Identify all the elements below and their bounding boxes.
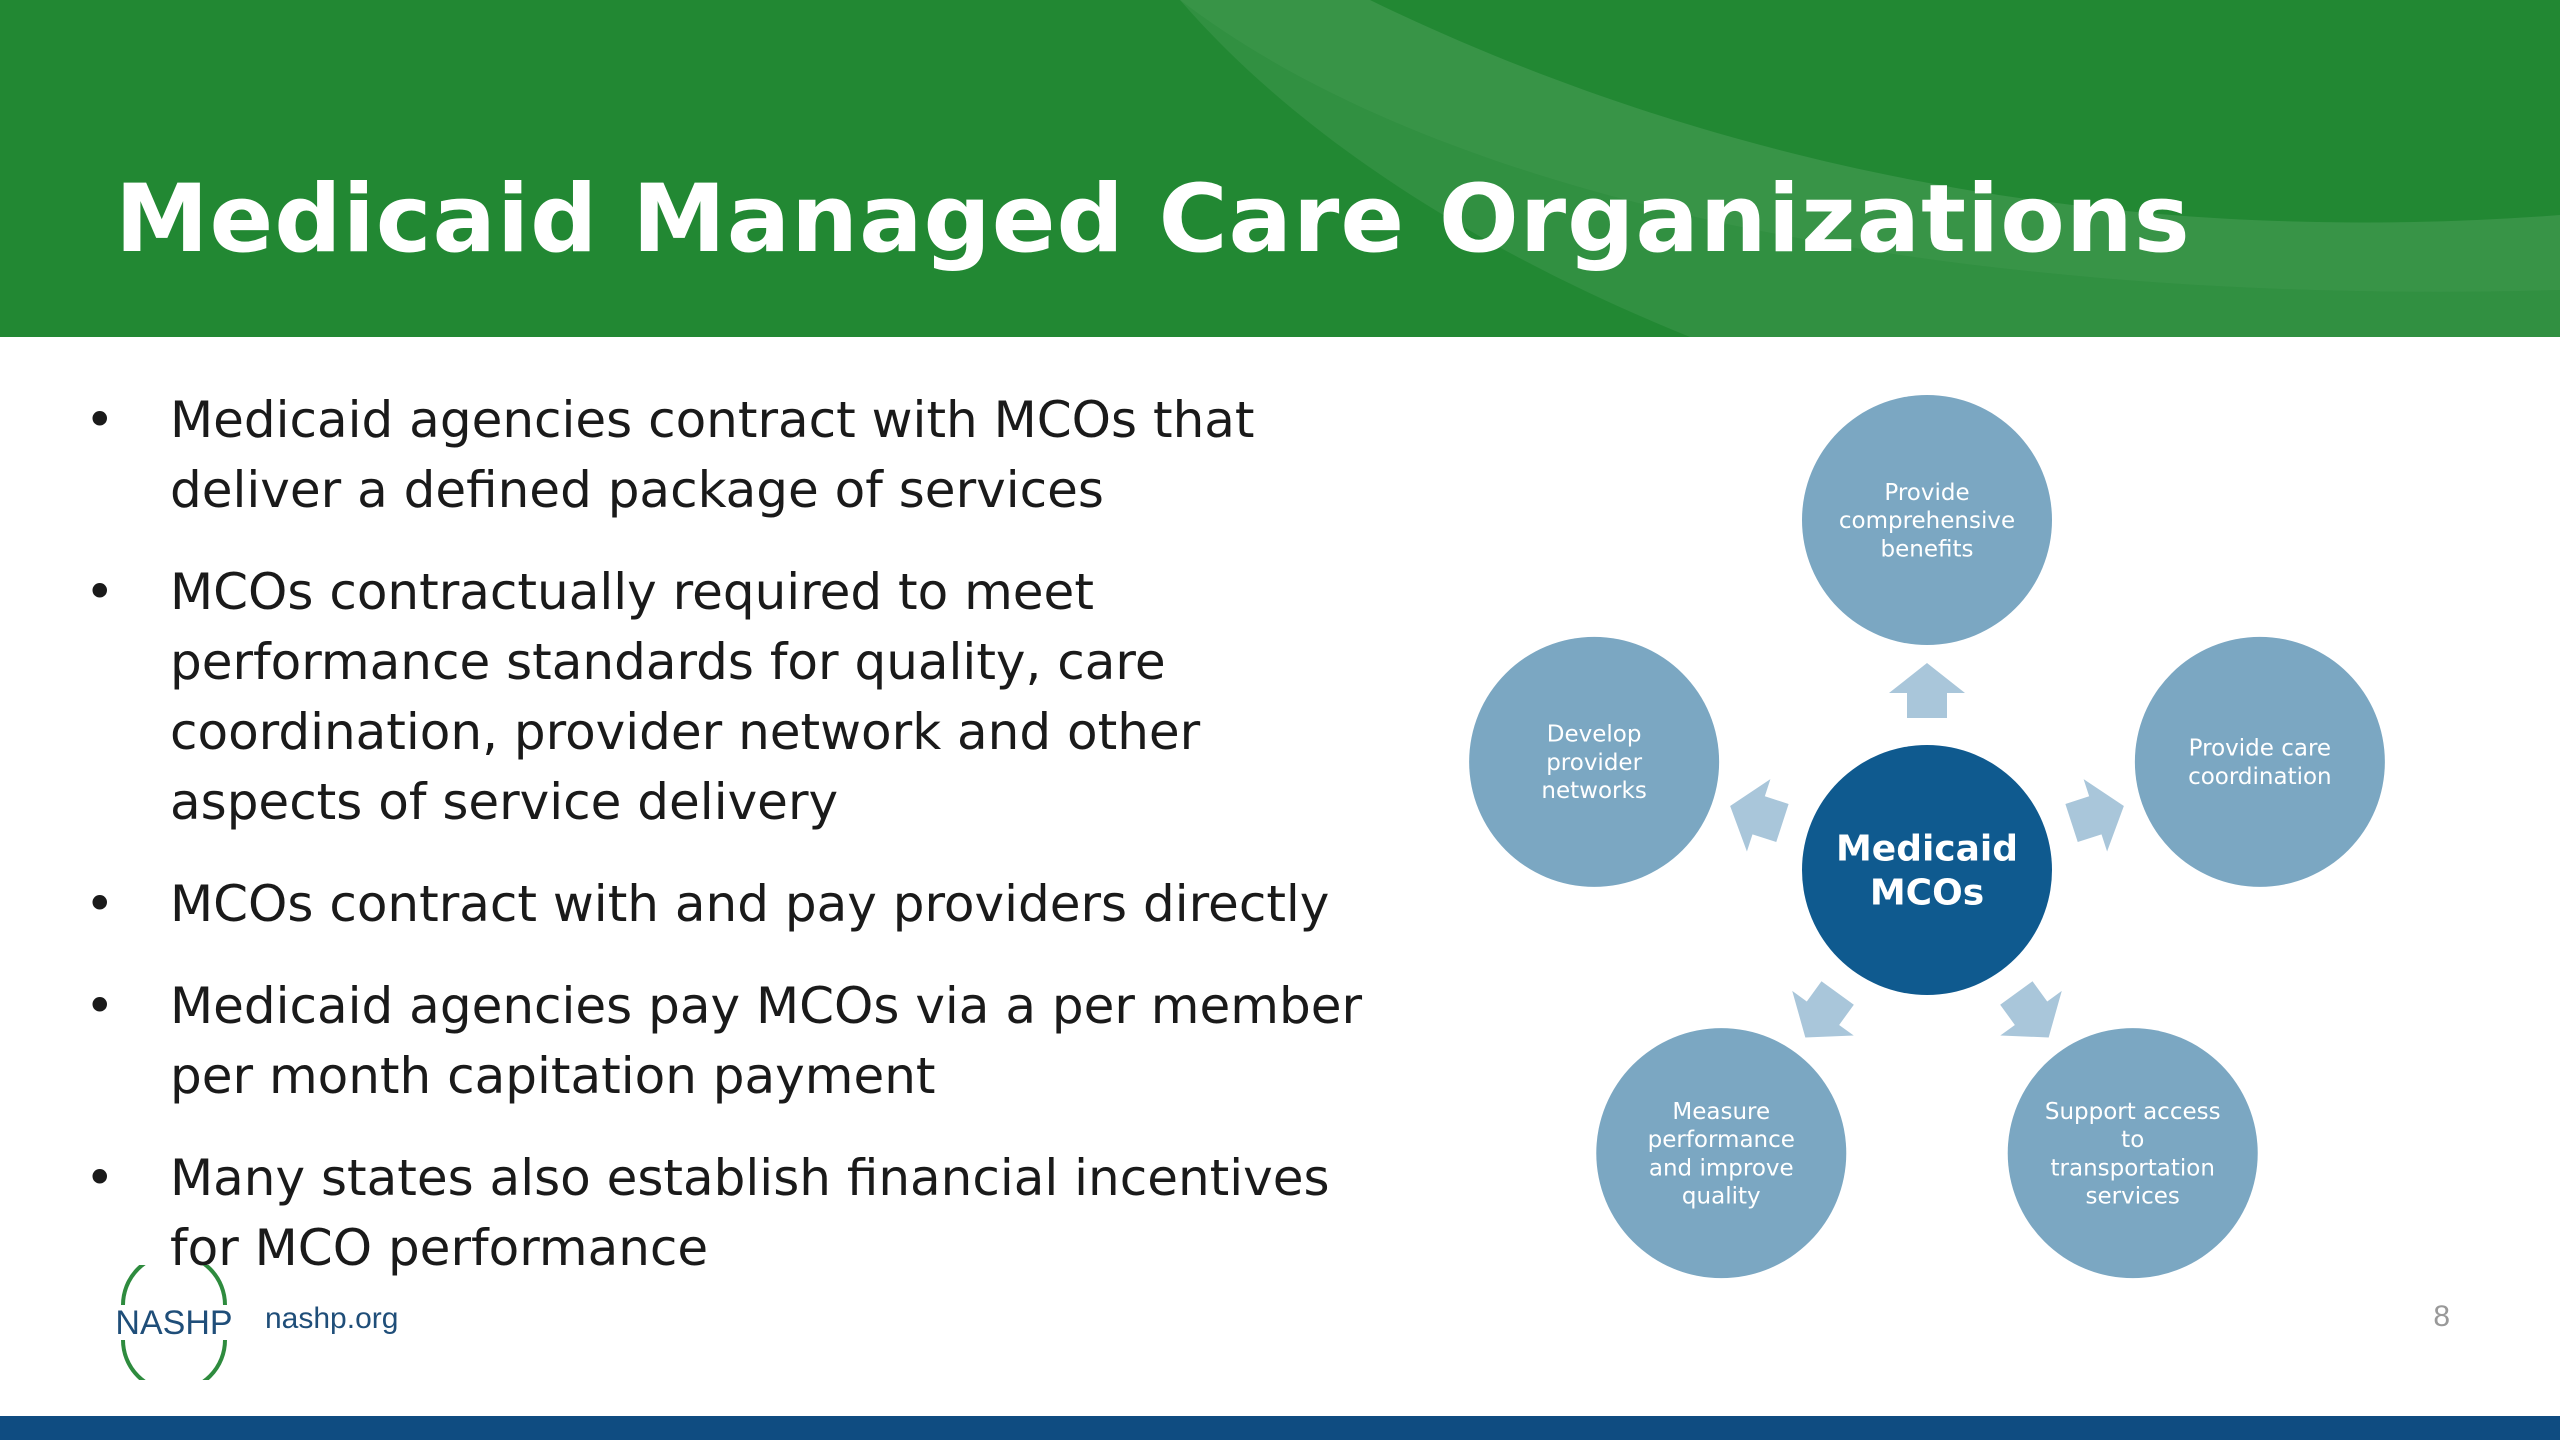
- bullet-text: MCOs contract with and pay providers directly: [170, 875, 1330, 933]
- node-label-line: Measure: [1672, 1098, 1771, 1125]
- node-label-line: networks: [1541, 778, 1647, 805]
- mco-cycle-diagram: [1400, 360, 2450, 1320]
- bullet-text: Many states also establish financial incentives for MCO performance: [170, 1149, 1330, 1277]
- node-label-line: MCOs: [1869, 872, 1985, 914]
- diagram-node: [1596, 1028, 1846, 1278]
- node-label-line: and improve: [1648, 1155, 1794, 1182]
- arrow-icon: [2060, 770, 2136, 859]
- bullet-text: Medicaid agencies contract with MCOs that deliver a defined package of services: [170, 391, 1255, 519]
- node-label-line: to: [2121, 1127, 2145, 1154]
- arrow-icon: [1775, 971, 1869, 1060]
- bullet-dot: •: [85, 977, 115, 1035]
- node-label-line: quality: [1681, 1183, 1761, 1210]
- center-node: [1802, 745, 2052, 995]
- diagram-node: [2008, 1028, 2258, 1278]
- bullet-text: Medicaid agencies pay MCOs via a per member per month capitation payment: [170, 977, 1363, 1105]
- arrow-icon: [1718, 770, 1794, 859]
- website-link[interactable]: nashp.org: [265, 1302, 399, 1335]
- node-label-line: Provide care: [2188, 735, 2332, 762]
- node-label-line: Develop: [1546, 721, 1642, 748]
- bullet-dot: •: [85, 1149, 115, 1207]
- node-label-line: performance: [1647, 1127, 1795, 1154]
- logo-text: NASHP: [115, 1304, 233, 1342]
- node-label-line: transportation: [2050, 1155, 2215, 1182]
- node-label-line: services: [2085, 1183, 2180, 1210]
- bullet-item: [70, 1143, 1400, 1283]
- page-number: 8: [2433, 1300, 2450, 1333]
- bullet-item: [70, 971, 1400, 1111]
- nashp-logo: [100, 1265, 250, 1380]
- bullet-item: [70, 869, 1400, 939]
- node-label-line: Medicaid: [1835, 828, 2019, 870]
- node-label-line: benefits: [1880, 536, 1974, 563]
- arrow-icon: [1889, 663, 1965, 718]
- node-label-line: Support access: [2044, 1098, 2221, 1125]
- arrow-icon: [1986, 971, 2080, 1060]
- bullet-item: [70, 557, 1400, 837]
- node-label-line: Provide: [1884, 479, 1970, 506]
- bullet-dot: •: [85, 391, 115, 449]
- slide-title: Medicaid Managed Care Organizations: [115, 165, 2191, 274]
- footer-bar: [0, 1416, 2560, 1440]
- node-label-line: coordination: [2188, 764, 2332, 791]
- node-label-line: provider: [1546, 749, 1643, 776]
- diagram-node: [2135, 637, 2385, 887]
- bullet-item: [70, 385, 1400, 525]
- bullet-text: MCOs contractually required to meet performance standards for quality, care coordination, provider network and other aspects of service delivery: [170, 563, 1201, 831]
- title-banner: [0, 0, 2560, 337]
- bullet-dot: •: [85, 563, 115, 621]
- node-label-line: comprehensive: [1838, 508, 2016, 535]
- bullet-list: [70, 385, 1400, 1315]
- bullet-dot: •: [85, 875, 115, 933]
